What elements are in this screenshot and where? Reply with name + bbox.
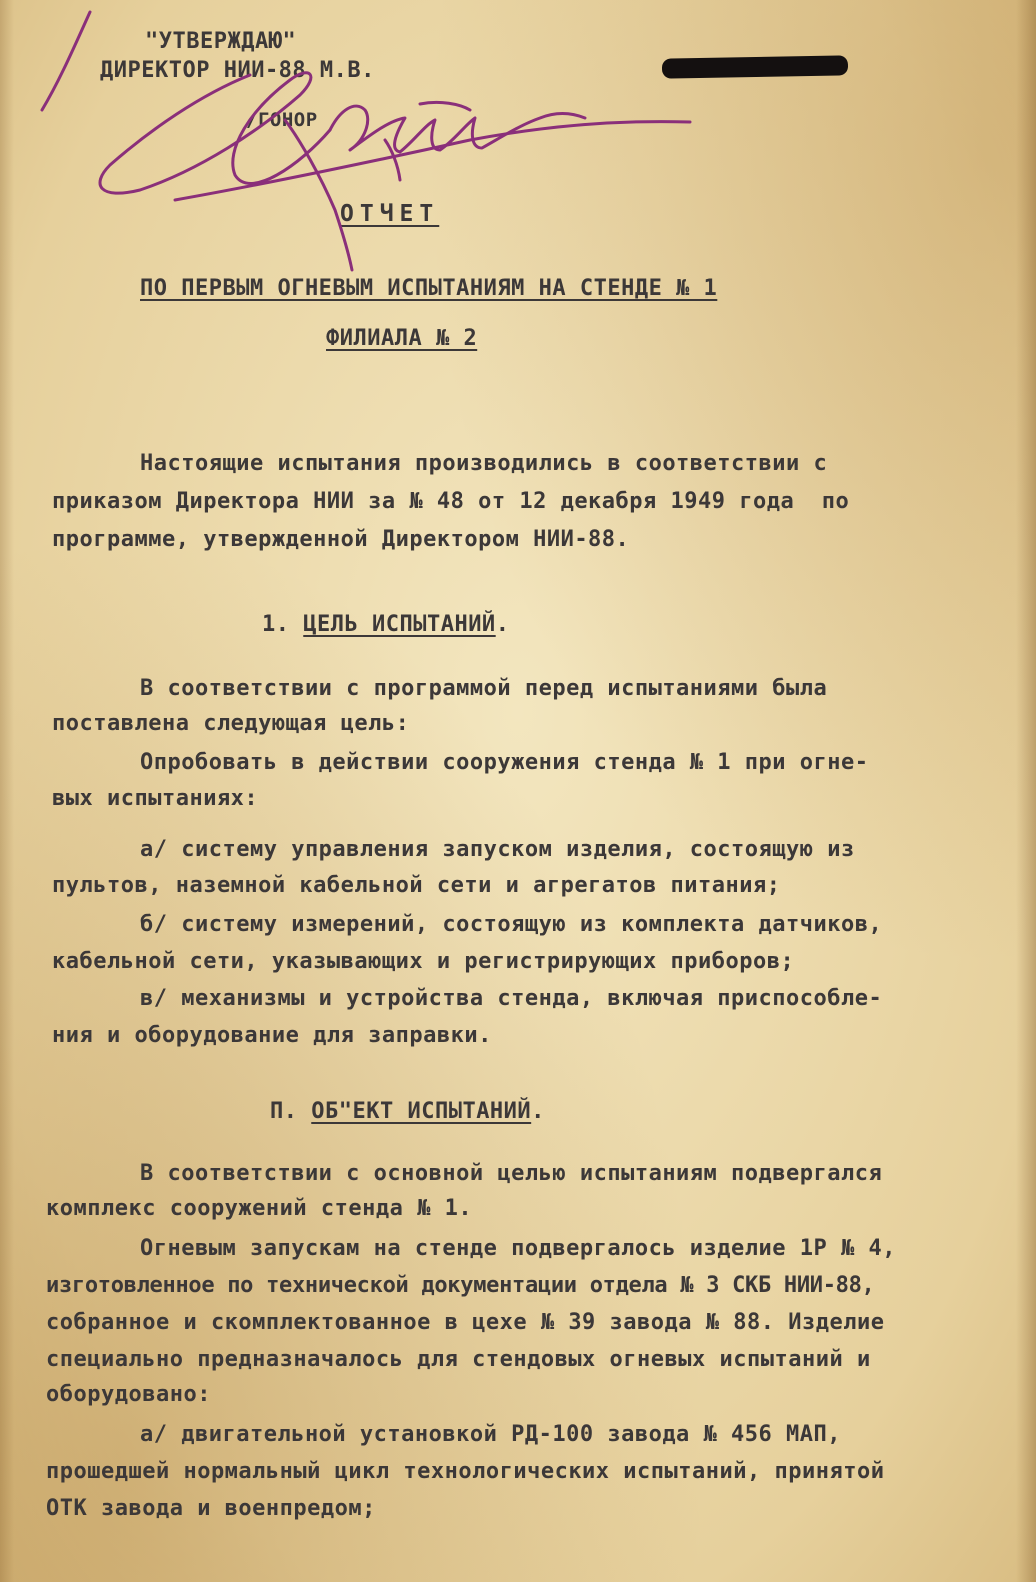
section-1-line: Опробовать в действии сооружения стенда № 1 при огне-	[140, 750, 869, 775]
section-2-heading: П. ОБ"ЕКТ ИСПЫТАНИЙ.	[270, 1099, 545, 1124]
report-subtitle-line-1: ПО ПЕРВЫМ ОГНЕВЫМ ИСПЫТАНИЯМ НА СТЕНДЕ № 1	[140, 276, 718, 301]
section-2-line: а/ двигательной установкой РД-100 завода № 456 МАП,	[140, 1422, 842, 1447]
section-1-line: б/ систему измерений, состоящую из комплекта датчиков,	[140, 912, 883, 937]
report-subtitle-line-2: ФИЛИАЛА № 2	[326, 326, 478, 351]
approval-mark: "УТВЕРЖДАЮ"	[145, 29, 297, 54]
intro-line-1: Настоящие испытания производились в соответствии с	[140, 451, 828, 476]
section-1-line: В соответствии с программой перед испытаниями была	[140, 676, 828, 701]
section-2-line: ОТК завода и военпредом;	[46, 1496, 376, 1521]
section-2-line: Огневым запускам на стенде подвергалось изделие 1Р № 4,	[140, 1236, 896, 1261]
section-2-line: специально предназначалось для стендовых огневых испытаний и	[46, 1347, 871, 1372]
rank-line: /ГОНОР	[246, 109, 318, 131]
section-1-line: в/ механизмы и устройства стенда, включая приспособле-	[140, 986, 883, 1011]
section-1-line: ния и оборудование для заправки.	[52, 1023, 492, 1048]
section-2-number: П.	[270, 1099, 298, 1124]
report-title: ОТЧЕТ	[340, 201, 440, 227]
section-1-line: поставлена следующая цель:	[52, 711, 410, 736]
section-1-heading: 1. ЦЕЛЬ ИСПЫТАНИЙ.	[262, 612, 510, 637]
section-2-line: В соответствии с основной целью испытаниям подвергался	[140, 1161, 883, 1186]
intro-line-3: программе, утвержденной Директором НИИ-88.	[52, 527, 630, 552]
director-line: ДИРЕКТОР НИИ-88 М.В.	[100, 58, 375, 83]
section-1-line: пультов, наземной кабельной сети и агрегатов питания;	[52, 873, 781, 898]
section-2-line: собранное и скомплектованное в цехе № 39 завода № 88. Изделие	[46, 1310, 885, 1335]
intro-line-2: приказом Директора НИИ за № 48 от 12 декабря 1949 года по	[52, 489, 850, 514]
section-1-line: кабельной сети, указывающих и регистрирующих приборов;	[52, 949, 795, 974]
section-2-line: комплекс сооружений стенда № 1.	[46, 1196, 473, 1221]
section-1-title: ЦЕЛЬ ИСПЫТАНИЙ	[303, 612, 496, 637]
section-2-line: оборудовано:	[46, 1382, 211, 1407]
section-1-line: вых испытаниях:	[52, 786, 259, 811]
section-2-line: изготовленное по технической документации отдела № 3 СКБ НИИ-88,	[46, 1273, 875, 1298]
section-1-line: а/ систему управления запуском изделия, состоящую из	[140, 837, 855, 862]
section-1-number: 1.	[262, 612, 290, 637]
section-2-line: прошедшей нормальный цикл технологических испытаний, принятой	[46, 1459, 885, 1484]
section-2-title: ОБ"ЕКТ ИСПЫТАНИЙ	[311, 1099, 532, 1124]
